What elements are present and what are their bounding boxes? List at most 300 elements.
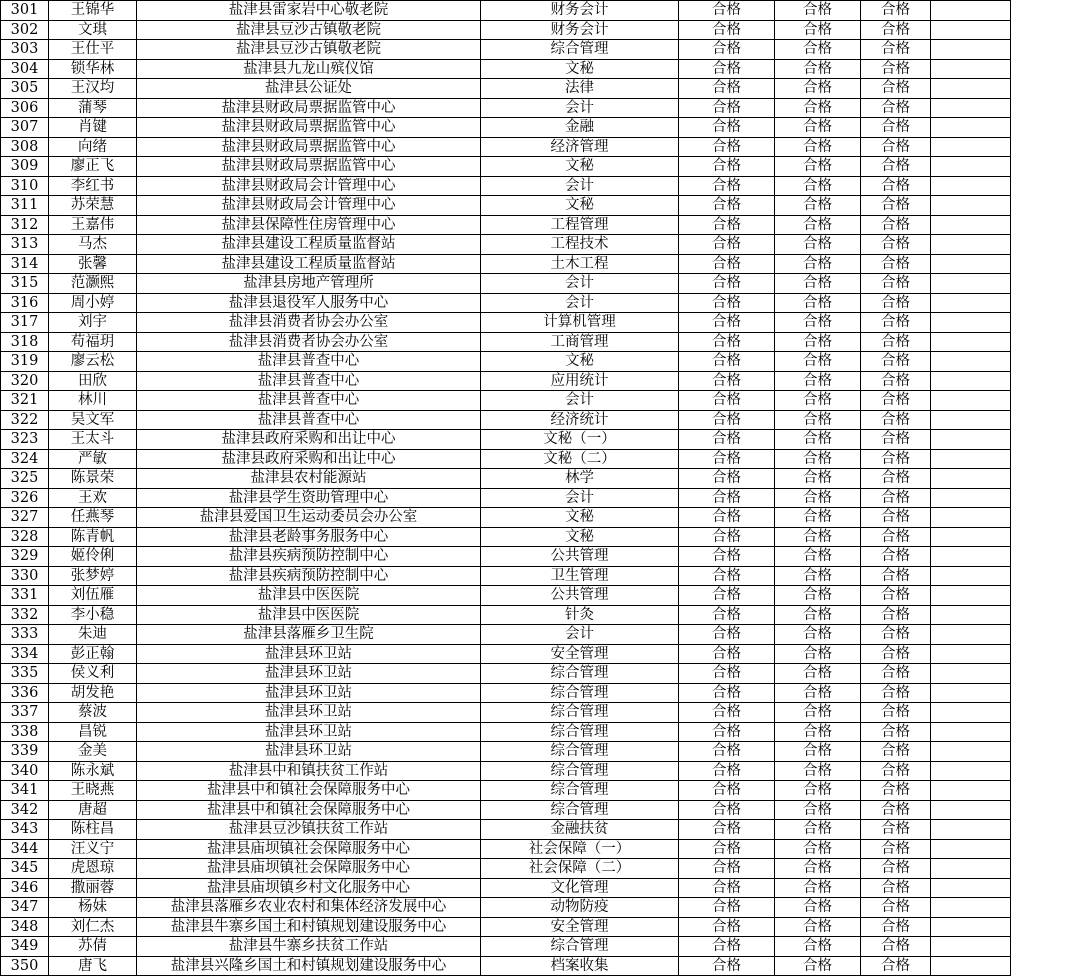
result-cell-1: 合格 [679, 235, 775, 255]
blank-cell [931, 59, 1011, 79]
result-cell-2: 合格 [775, 742, 861, 762]
result-cell-3: 合格 [861, 20, 931, 40]
serial-number-cell: 303 [1, 40, 49, 60]
result-cell-2: 合格 [775, 430, 861, 450]
result-cell-1: 合格 [679, 586, 775, 606]
table-row [1, 196, 1011, 216]
candidate-name-cell: 文琪 [49, 20, 137, 40]
table-row [1, 839, 1011, 859]
serial-number-cell: 306 [1, 98, 49, 118]
employer-unit-cell: 盐津县豆沙古镇敬老院 [137, 20, 481, 40]
result-cell-3: 合格 [861, 566, 931, 586]
result-cell-3: 合格 [861, 235, 931, 255]
result-cell-2: 合格 [775, 293, 861, 313]
employer-unit-cell: 盐津县中和镇扶贫工作站 [137, 761, 481, 781]
result-cell-2: 合格 [775, 176, 861, 196]
result-cell-3: 合格 [861, 40, 931, 60]
employer-unit-cell: 盐津县普查中心 [137, 371, 481, 391]
result-cell-3: 合格 [861, 625, 931, 645]
serial-number-cell: 316 [1, 293, 49, 313]
result-cell-1: 合格 [679, 703, 775, 723]
serial-number-cell: 325 [1, 469, 49, 489]
result-cell-3: 合格 [861, 157, 931, 177]
table-row [1, 449, 1011, 469]
result-cell-1: 合格 [679, 664, 775, 684]
serial-number-cell: 311 [1, 196, 49, 216]
result-cell-2: 合格 [775, 644, 861, 664]
result-cell-1: 合格 [679, 956, 775, 976]
blank-cell [931, 469, 1011, 489]
result-cell-1: 合格 [679, 59, 775, 79]
table-row [1, 469, 1011, 489]
result-cell-1: 合格 [679, 644, 775, 664]
result-cell-2: 合格 [775, 196, 861, 216]
result-cell-2: 合格 [775, 391, 861, 411]
result-cell-3: 合格 [861, 332, 931, 352]
table-row [1, 722, 1011, 742]
serial-number-cell: 345 [1, 859, 49, 879]
candidate-name-cell: 苏荣慧 [49, 196, 137, 216]
position-cell: 综合管理 [481, 703, 679, 723]
employer-unit-cell: 盐津县财政局票据监管中心 [137, 157, 481, 177]
candidate-name-cell: 王锦华 [49, 1, 137, 21]
result-cell-1: 合格 [679, 566, 775, 586]
position-cell: 工商管理 [481, 332, 679, 352]
blank-cell [931, 586, 1011, 606]
position-cell: 综合管理 [481, 761, 679, 781]
serial-number-cell: 340 [1, 761, 49, 781]
employer-unit-cell: 盐津县消费者协会办公室 [137, 332, 481, 352]
result-cell-2: 合格 [775, 79, 861, 99]
serial-number-cell: 330 [1, 566, 49, 586]
position-cell: 会计 [481, 274, 679, 294]
employer-unit-cell: 盐津县环卫站 [137, 644, 481, 664]
employer-unit-cell: 盐津县财政局票据监管中心 [137, 98, 481, 118]
result-cell-3: 合格 [861, 176, 931, 196]
candidate-name-cell: 陈柱昌 [49, 820, 137, 840]
position-cell: 文秘 [481, 196, 679, 216]
candidate-name-cell: 唐超 [49, 800, 137, 820]
result-cell-2: 合格 [775, 254, 861, 274]
blank-cell [931, 20, 1011, 40]
serial-number-cell: 348 [1, 917, 49, 937]
result-cell-1: 合格 [679, 800, 775, 820]
candidate-name-cell: 唐飞 [49, 956, 137, 976]
result-cell-3: 合格 [861, 722, 931, 742]
serial-number-cell: 309 [1, 157, 49, 177]
blank-cell [931, 79, 1011, 99]
employer-unit-cell: 盐津县普查中心 [137, 410, 481, 430]
candidate-name-cell: 向绪 [49, 137, 137, 157]
position-cell: 财务会计 [481, 20, 679, 40]
serial-number-cell: 308 [1, 137, 49, 157]
serial-number-cell: 337 [1, 703, 49, 723]
result-cell-3: 合格 [861, 683, 931, 703]
result-cell-3: 合格 [861, 898, 931, 918]
blank-cell [931, 742, 1011, 762]
blank-cell [931, 664, 1011, 684]
table-row [1, 508, 1011, 528]
candidate-name-cell: 昌锐 [49, 722, 137, 742]
serial-number-cell: 329 [1, 547, 49, 567]
serial-number-cell: 302 [1, 20, 49, 40]
blank-cell [931, 703, 1011, 723]
table-row [1, 352, 1011, 372]
table-row [1, 878, 1011, 898]
position-cell: 综合管理 [481, 781, 679, 801]
result-cell-2: 合格 [775, 59, 861, 79]
result-cell-3: 合格 [861, 859, 931, 879]
employer-unit-cell: 盐津县庙坝镇社会保障服务中心 [137, 859, 481, 879]
blank-cell [931, 859, 1011, 879]
table-row [1, 293, 1011, 313]
serial-number-cell: 341 [1, 781, 49, 801]
result-cell-3: 合格 [861, 781, 931, 801]
result-cell-2: 合格 [775, 235, 861, 255]
serial-number-cell: 332 [1, 605, 49, 625]
result-cell-2: 合格 [775, 20, 861, 40]
employer-unit-cell: 盐津县环卫站 [137, 742, 481, 762]
employer-unit-cell: 盐津县中医医院 [137, 605, 481, 625]
result-cell-3: 合格 [861, 391, 931, 411]
result-cell-3: 合格 [861, 59, 931, 79]
employer-unit-cell: 盐津县环卫站 [137, 722, 481, 742]
result-cell-2: 合格 [775, 508, 861, 528]
position-cell: 文秘 [481, 59, 679, 79]
candidate-name-cell: 田欣 [49, 371, 137, 391]
result-cell-1: 合格 [679, 352, 775, 372]
serial-number-cell: 324 [1, 449, 49, 469]
serial-number-cell: 350 [1, 956, 49, 976]
table-row [1, 118, 1011, 138]
candidate-name-cell: 姬伶俐 [49, 547, 137, 567]
candidate-name-cell: 张馨 [49, 254, 137, 274]
result-cell-2: 合格 [775, 839, 861, 859]
employer-unit-cell: 盐津县保障性住房管理中心 [137, 215, 481, 235]
result-cell-3: 合格 [861, 118, 931, 138]
candidate-name-cell: 吴文军 [49, 410, 137, 430]
result-cell-3: 合格 [861, 586, 931, 606]
result-cell-1: 合格 [679, 391, 775, 411]
candidate-name-cell: 苏倩 [49, 937, 137, 957]
result-cell-3: 合格 [861, 449, 931, 469]
result-cell-2: 合格 [775, 40, 861, 60]
result-cell-2: 合格 [775, 352, 861, 372]
employer-unit-cell: 盐津县九龙山殡仪馆 [137, 59, 481, 79]
serial-number-cell: 328 [1, 527, 49, 547]
result-cell-1: 合格 [679, 1, 775, 21]
serial-number-cell: 326 [1, 488, 49, 508]
result-cell-1: 合格 [679, 79, 775, 99]
serial-number-cell: 347 [1, 898, 49, 918]
blank-cell [931, 917, 1011, 937]
employer-unit-cell: 盐津县环卫站 [137, 703, 481, 723]
candidate-name-cell: 王仕平 [49, 40, 137, 60]
blank-cell [931, 352, 1011, 372]
employer-unit-cell: 盐津县财政局会计管理中心 [137, 176, 481, 196]
table-row [1, 215, 1011, 235]
employer-unit-cell: 盐津县庙坝镇社会保障服务中心 [137, 839, 481, 859]
result-cell-1: 合格 [679, 254, 775, 274]
result-cell-3: 合格 [861, 274, 931, 294]
result-cell-3: 合格 [861, 878, 931, 898]
table-row [1, 20, 1011, 40]
blank-cell [931, 781, 1011, 801]
blank-cell [931, 40, 1011, 60]
position-cell: 会计 [481, 293, 679, 313]
blank-cell [931, 157, 1011, 177]
result-cell-3: 合格 [861, 352, 931, 372]
result-cell-3: 合格 [861, 215, 931, 235]
result-cell-2: 合格 [775, 274, 861, 294]
blank-cell [931, 332, 1011, 352]
position-cell: 综合管理 [481, 800, 679, 820]
position-cell: 公共管理 [481, 586, 679, 606]
position-cell: 文秘 [481, 157, 679, 177]
result-cell-2: 合格 [775, 566, 861, 586]
table-row [1, 313, 1011, 333]
result-cell-2: 合格 [775, 937, 861, 957]
candidate-name-cell: 刘宇 [49, 313, 137, 333]
position-cell: 文秘（一） [481, 430, 679, 450]
serial-number-cell: 318 [1, 332, 49, 352]
table-row [1, 137, 1011, 157]
result-cell-2: 合格 [775, 1, 861, 21]
table-row [1, 547, 1011, 567]
candidate-name-cell: 王欢 [49, 488, 137, 508]
result-cell-3: 合格 [861, 800, 931, 820]
employer-unit-cell: 盐津县退役军人服务中心 [137, 293, 481, 313]
result-cell-2: 合格 [775, 703, 861, 723]
candidate-name-cell: 林川 [49, 391, 137, 411]
result-cell-1: 合格 [679, 742, 775, 762]
result-cell-1: 合格 [679, 293, 775, 313]
result-cell-1: 合格 [679, 313, 775, 333]
position-cell: 会计 [481, 625, 679, 645]
blank-cell [931, 488, 1011, 508]
position-cell: 应用统计 [481, 371, 679, 391]
blank-cell [931, 371, 1011, 391]
table-row [1, 605, 1011, 625]
candidate-name-cell: 范灏熙 [49, 274, 137, 294]
result-cell-1: 合格 [679, 176, 775, 196]
result-cell-1: 合格 [679, 917, 775, 937]
blank-cell [931, 254, 1011, 274]
employer-unit-cell: 盐津县兴隆乡国土和村镇规划建设服务中心 [137, 956, 481, 976]
table-row [1, 274, 1011, 294]
table-row [1, 800, 1011, 820]
serial-number-cell: 301 [1, 1, 49, 21]
result-cell-1: 合格 [679, 683, 775, 703]
result-cell-2: 合格 [775, 527, 861, 547]
position-cell: 财务会计 [481, 1, 679, 21]
result-cell-3: 合格 [861, 371, 931, 391]
result-cell-2: 合格 [775, 410, 861, 430]
result-cell-1: 合格 [679, 449, 775, 469]
result-cell-2: 合格 [775, 313, 861, 333]
blank-cell [931, 235, 1011, 255]
employer-unit-cell: 盐津县雷家岩中心敬老院 [137, 1, 481, 21]
candidate-name-cell: 王太斗 [49, 430, 137, 450]
serial-number-cell: 313 [1, 235, 49, 255]
table-row [1, 176, 1011, 196]
serial-number-cell: 344 [1, 839, 49, 859]
blank-cell [931, 956, 1011, 976]
table-row [1, 59, 1011, 79]
position-cell: 会计 [481, 488, 679, 508]
candidate-name-cell: 金美 [49, 742, 137, 762]
serial-number-cell: 315 [1, 274, 49, 294]
employer-unit-cell: 盐津县环卫站 [137, 664, 481, 684]
table-row [1, 781, 1011, 801]
serial-number-cell: 346 [1, 878, 49, 898]
candidate-name-cell: 陈景荣 [49, 469, 137, 489]
result-cell-2: 合格 [775, 215, 861, 235]
position-cell: 综合管理 [481, 742, 679, 762]
result-cell-2: 合格 [775, 98, 861, 118]
position-cell: 社会保障（一） [481, 839, 679, 859]
result-cell-3: 合格 [861, 79, 931, 99]
serial-number-cell: 305 [1, 79, 49, 99]
candidate-name-cell: 廖云松 [49, 352, 137, 372]
position-cell: 金融 [481, 118, 679, 138]
result-cell-1: 合格 [679, 215, 775, 235]
blank-cell [931, 566, 1011, 586]
result-cell-2: 合格 [775, 586, 861, 606]
employer-unit-cell: 盐津县牛寨乡国土和村镇规划建设服务中心 [137, 917, 481, 937]
result-cell-2: 合格 [775, 800, 861, 820]
table-row [1, 761, 1011, 781]
blank-cell [931, 391, 1011, 411]
table-row [1, 820, 1011, 840]
serial-number-cell: 349 [1, 937, 49, 957]
employer-unit-cell: 盐津县普查中心 [137, 352, 481, 372]
result-cell-1: 合格 [679, 430, 775, 450]
result-cell-1: 合格 [679, 761, 775, 781]
table-row [1, 644, 1011, 664]
result-cell-3: 合格 [861, 820, 931, 840]
result-cell-2: 合格 [775, 118, 861, 138]
blank-cell [931, 722, 1011, 742]
candidate-name-cell: 肖键 [49, 118, 137, 138]
serial-number-cell: 338 [1, 722, 49, 742]
employer-unit-cell: 盐津县政府采购和出让中心 [137, 430, 481, 450]
position-cell: 法律 [481, 79, 679, 99]
table-row [1, 586, 1011, 606]
candidate-name-cell: 彭正翰 [49, 644, 137, 664]
result-cell-3: 合格 [861, 605, 931, 625]
position-cell: 综合管理 [481, 722, 679, 742]
serial-number-cell: 317 [1, 313, 49, 333]
serial-number-cell: 333 [1, 625, 49, 645]
blank-cell [931, 118, 1011, 138]
position-cell: 土木工程 [481, 254, 679, 274]
candidate-name-cell: 张梦婷 [49, 566, 137, 586]
result-cell-3: 合格 [861, 761, 931, 781]
candidate-name-cell: 撒丽蓉 [49, 878, 137, 898]
table-row [1, 332, 1011, 352]
result-cell-2: 合格 [775, 488, 861, 508]
position-cell: 公共管理 [481, 547, 679, 567]
result-cell-1: 合格 [679, 274, 775, 294]
result-cell-3: 合格 [861, 469, 931, 489]
position-cell: 综合管理 [481, 683, 679, 703]
employer-unit-cell: 盐津县环卫站 [137, 683, 481, 703]
serial-number-cell: 335 [1, 664, 49, 684]
position-cell: 综合管理 [481, 937, 679, 957]
employer-unit-cell: 盐津县农村能源站 [137, 469, 481, 489]
result-cell-2: 合格 [775, 332, 861, 352]
serial-number-cell: 334 [1, 644, 49, 664]
position-cell: 文秘（二） [481, 449, 679, 469]
employer-unit-cell: 盐津县落雁乡农业农村和集体经济发展中心 [137, 898, 481, 918]
result-cell-3: 合格 [861, 703, 931, 723]
candidate-name-cell: 王汉均 [49, 79, 137, 99]
candidate-name-cell: 任燕琴 [49, 508, 137, 528]
employer-unit-cell: 盐津县老龄事务服务中心 [137, 527, 481, 547]
blank-cell [931, 1, 1011, 21]
candidate-name-cell: 杨妹 [49, 898, 137, 918]
position-cell: 金融扶贫 [481, 820, 679, 840]
position-cell: 经济统计 [481, 410, 679, 430]
table-row [1, 40, 1011, 60]
result-cell-3: 合格 [861, 254, 931, 274]
serial-number-cell: 342 [1, 800, 49, 820]
position-cell: 安全管理 [481, 644, 679, 664]
blank-cell [931, 313, 1011, 333]
result-cell-2: 合格 [775, 625, 861, 645]
serial-number-cell: 331 [1, 586, 49, 606]
table-row [1, 98, 1011, 118]
table-row [1, 254, 1011, 274]
candidate-name-cell: 苟福玥 [49, 332, 137, 352]
serial-number-cell: 327 [1, 508, 49, 528]
serial-number-cell: 304 [1, 59, 49, 79]
employer-unit-cell: 盐津县中医医院 [137, 586, 481, 606]
blank-cell [931, 527, 1011, 547]
position-cell: 文秘 [481, 352, 679, 372]
result-cell-2: 合格 [775, 878, 861, 898]
table-row [1, 937, 1011, 957]
table-row [1, 664, 1011, 684]
serial-number-cell: 307 [1, 118, 49, 138]
result-cell-2: 合格 [775, 605, 861, 625]
table-row [1, 956, 1011, 976]
blank-cell [931, 547, 1011, 567]
blank-cell [931, 98, 1011, 118]
blank-cell [931, 839, 1011, 859]
table-row [1, 1, 1011, 21]
position-cell: 工程管理 [481, 215, 679, 235]
candidate-name-cell: 李红书 [49, 176, 137, 196]
table-row [1, 235, 1011, 255]
serial-number-cell: 312 [1, 215, 49, 235]
result-cell-2: 合格 [775, 547, 861, 567]
table-row [1, 391, 1011, 411]
table-row [1, 859, 1011, 879]
blank-cell [931, 683, 1011, 703]
blank-cell [931, 508, 1011, 528]
result-cell-3: 合格 [861, 313, 931, 333]
result-cell-1: 合格 [679, 820, 775, 840]
result-cell-1: 合格 [679, 137, 775, 157]
table-row [1, 625, 1011, 645]
candidate-name-cell: 蒲琴 [49, 98, 137, 118]
result-cell-1: 合格 [679, 40, 775, 60]
position-cell: 文秘 [481, 527, 679, 547]
result-cell-1: 合格 [679, 469, 775, 489]
result-cell-3: 合格 [861, 742, 931, 762]
